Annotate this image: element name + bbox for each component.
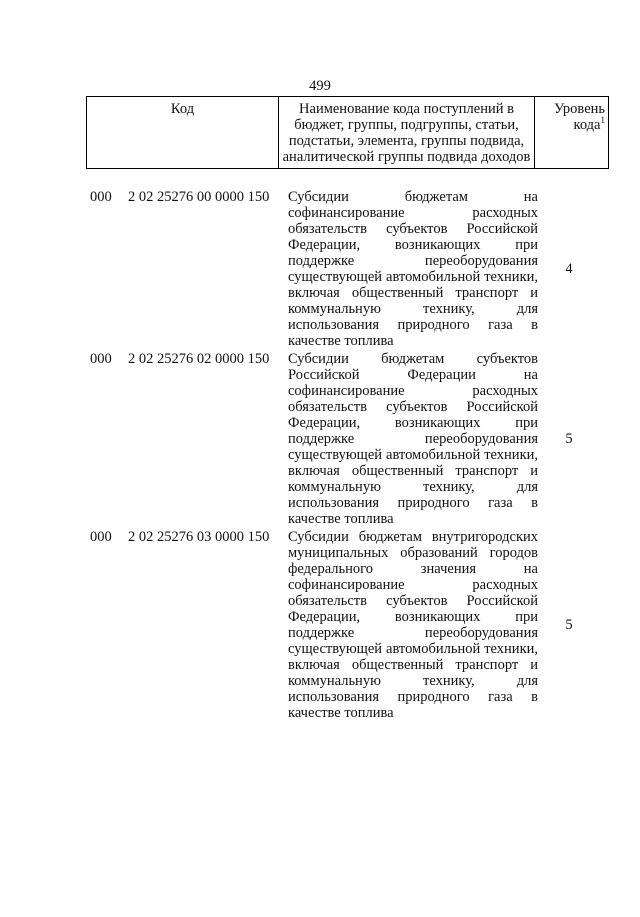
header-code: Код	[87, 97, 279, 169]
revenue-name-line: использования природного газа в	[288, 495, 538, 511]
table-row	[86, 351, 608, 527]
code-level: 5	[565, 617, 573, 633]
revenue-name	[288, 351, 538, 527]
table-row	[86, 529, 608, 721]
page-number: 499	[309, 78, 331, 94]
revenue-name-line: использования природного газа в	[288, 317, 538, 333]
revenue-code: 2 02 25276 03 0000 150	[128, 529, 270, 545]
revenue-name-line: включая общественный транспорт и	[288, 285, 538, 301]
revenue-name-line: включая общественный транспорт и	[288, 463, 538, 479]
revenue-name-line: обязательств субъектов Российской	[288, 221, 538, 237]
header-level-line: Уровень	[553, 101, 605, 117]
revenue-name-line: обязательств субъектов Российской	[288, 593, 538, 609]
revenue-name-line: федерального значения на	[288, 561, 538, 577]
revenue-code: 2 02 25276 02 0000 150	[128, 351, 270, 367]
header-name-line: аналитической группы подвида доходов	[282, 149, 531, 165]
admin-code: 000	[90, 351, 112, 367]
revenue-name-line: коммунальную технику, для	[288, 673, 538, 689]
header-level	[535, 97, 609, 169]
code-level: 5	[565, 431, 573, 447]
revenue-name-line: качестве топлива	[288, 511, 394, 527]
revenue-name-line: коммунальную технику, для	[288, 479, 538, 495]
footnote-marker: 1	[600, 115, 605, 126]
header-name-line: бюджет, группы, подгруппы, статьи,	[294, 117, 519, 133]
header-name	[279, 97, 535, 169]
table-row	[86, 189, 608, 349]
revenue-name-line: поддержке переоборудования	[288, 253, 538, 269]
revenue-name-line: софинансирование расходных	[288, 205, 538, 221]
revenue-name-line: обязательств субъектов Российской	[288, 399, 538, 415]
revenue-name-line: софинансирование расходных	[288, 383, 538, 399]
code-level: 4	[565, 261, 573, 277]
admin-code: 000	[90, 529, 112, 545]
admin-code: 000	[90, 189, 112, 205]
revenue-name-line: Федерации, возникающих при	[288, 415, 538, 431]
revenue-name	[288, 189, 538, 349]
revenue-name-line: включая общественный транспорт и	[288, 657, 538, 673]
revenue-name-line: поддержке переоборудования	[288, 431, 538, 447]
revenue-name-line: Федерации, возникающих при	[288, 609, 538, 625]
revenue-code: 2 02 25276 00 0000 150	[128, 189, 270, 205]
header-name-line: подстатьи, элемента, группы подвида,	[288, 133, 525, 149]
revenue-name-line: Субсидии бюджетам субъектов	[288, 351, 538, 367]
revenue-name-line: Федерации, возникающих при	[288, 237, 538, 253]
revenue-name-line: муниципальных образований городов	[288, 545, 538, 561]
table-body	[86, 189, 608, 721]
revenue-name-line: использования природного газа в	[288, 689, 538, 705]
revenue-name-line: качестве топлива	[288, 705, 394, 721]
revenue-name-line: существующей автомобильной техники,	[288, 269, 538, 285]
revenue-name-line: существующей автомобильной техники,	[288, 641, 538, 657]
header-level-line: кода$^1$	[573, 115, 605, 133]
revenue-name	[288, 529, 538, 721]
revenue-name-line: коммунальную технику, для	[288, 301, 538, 317]
revenue-name-line: Субсидии бюджетам внутригородских	[288, 529, 538, 545]
revenue-name-line: Субсидии бюджетам на	[288, 189, 538, 205]
revenue-name-line: софинансирование расходных	[288, 577, 538, 593]
revenue-name-line: качестве топлива	[288, 333, 394, 349]
revenue-name-line: Российской Федерации на	[288, 367, 538, 383]
header-name-line: Наименование кода поступлений в	[299, 101, 514, 117]
table-header	[86, 96, 609, 169]
revenue-name-line: существующей автомобильной техники,	[288, 447, 538, 463]
revenue-name-line: поддержке переоборудования	[288, 625, 538, 641]
